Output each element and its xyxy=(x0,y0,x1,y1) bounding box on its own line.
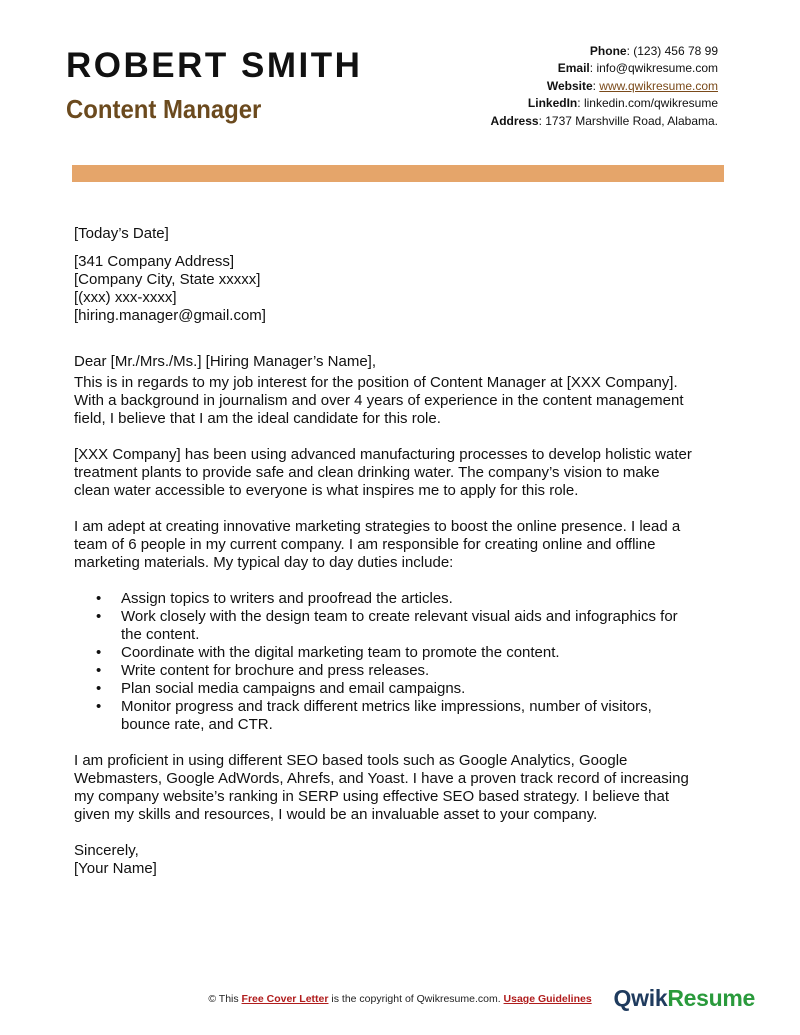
contact-address: Address: 1737 Marshville Road, Alabama. xyxy=(490,113,718,128)
candidate-name: ROBERT SMITH xyxy=(66,46,363,85)
logo-part-qwik: Qwik xyxy=(613,985,668,1011)
text-line: Monitor progress and track different metrics like impressions, number of visitors, xyxy=(121,698,652,715)
bullet-icon: • xyxy=(96,680,102,697)
contact-label: Website xyxy=(546,78,593,93)
paragraph-intro xyxy=(74,374,734,428)
text-line: marketing materials. My typical day to day duties include: xyxy=(74,554,454,571)
text-line: given my skills and resources, I would be an invaluable asset to your company. xyxy=(74,806,598,823)
text-line: I am proficient in using different SEO based tools such as Google Analytics, Google xyxy=(74,752,628,769)
paragraph-skills xyxy=(74,518,734,572)
list-item xyxy=(74,644,734,662)
recipient-address xyxy=(74,253,734,325)
usage-guidelines-link[interactable]: Usage Guidelines xyxy=(503,993,592,1005)
contact-website: Website: www.qwikresume.com xyxy=(546,78,718,93)
job-title: Content Manager xyxy=(66,94,262,124)
list-item xyxy=(74,662,734,680)
letter-body xyxy=(74,225,734,878)
contact-label: Email xyxy=(557,61,590,76)
website-link[interactable]: www.qwikresume.com xyxy=(599,78,718,93)
footer-text: © This xyxy=(208,993,242,1005)
text-line: Work closely with the design team to create relevant visual aids and infographics for xyxy=(121,608,678,625)
letter-date: [Today’s Date] xyxy=(74,225,169,242)
contact-value: info@qwikresume.com xyxy=(596,61,718,76)
free-cover-letter-link[interactable]: Free Cover Letter xyxy=(241,993,329,1005)
text-line: treatment plants to provide safe and clean drinking water. The company’s vision to make xyxy=(74,464,660,481)
address-line: [hiring.manager@gmail.com] xyxy=(74,307,266,324)
list-item xyxy=(74,590,734,608)
list-item xyxy=(74,680,734,698)
address-line: [Company City, State xxxxx] xyxy=(74,271,261,288)
contact-value: 1737 Marshville Road, Alabama. xyxy=(545,113,718,128)
contact-phone: Phone: (123) 456 78 99 xyxy=(589,44,718,58)
text-line: I am adept at creating innovative marketing strategies to boost the online presence. I lead a xyxy=(74,518,681,535)
footer-text: is the copyright of Qwikresume.com. xyxy=(328,993,504,1005)
bullet-icon: • xyxy=(96,662,102,679)
text-line: the content. xyxy=(121,626,200,643)
contact-label: Phone xyxy=(589,44,627,58)
paragraph-seo xyxy=(74,752,734,824)
contact-label: Address xyxy=(490,113,539,128)
paragraph-company xyxy=(74,446,734,500)
bullet-icon: • xyxy=(96,590,102,607)
text-line: [XXX Company] has been using advanced manufacturing processes to develop holistic water xyxy=(74,446,692,463)
text-line: Plan social media campaigns and email campaigns. xyxy=(121,680,466,697)
duties-list xyxy=(74,590,734,734)
contact-email: Email: info@qwikresume.com xyxy=(557,61,718,76)
text-line: my company website’s ranking in SERP using effective SEO based strategy. I believe that xyxy=(74,788,670,805)
list-item xyxy=(74,698,734,734)
contact-value: linkedin.com/qwikresume xyxy=(583,96,718,111)
header-divider-band xyxy=(72,165,724,182)
bullet-icon: • xyxy=(96,608,102,625)
qwikresume-logo xyxy=(614,985,755,1012)
text-line: clean water accessible to everyone is what inspires me to apply for this role. xyxy=(74,482,579,499)
text-line: team of 6 people in my current company. I am responsible for creating online and offline xyxy=(74,536,656,553)
bullet-icon: • xyxy=(96,698,102,715)
text-line: field, I believe that I am the ideal candidate for this role. xyxy=(74,410,441,427)
contact-value: (123) 456 78 99 xyxy=(633,44,718,58)
signature: [Your Name] xyxy=(74,860,157,877)
contact-label: LinkedIn xyxy=(527,96,578,111)
closing: Sincerely, xyxy=(74,842,139,859)
text-line: With a background in journalism and over 4 years of experience in the content management xyxy=(74,392,684,409)
contact-block xyxy=(491,43,718,130)
salutation: Dear [Mr./Mrs./Ms.] [Hiring Manager’s Name], xyxy=(74,353,377,370)
logo-part-resume: Resume xyxy=(667,985,755,1011)
bullet-icon: • xyxy=(96,644,102,661)
address-line: [(xxx) xxx-xxxx] xyxy=(74,289,177,306)
address-line: [341 Company Address] xyxy=(74,253,235,270)
list-item xyxy=(74,608,734,644)
text-line: Webmasters, Google AdWords, Ahrefs, and Yoast. I have a proven track record of increasing xyxy=(74,770,689,787)
text-line: This is in regards to my job interest for the position of Content Manager at [XXX Company]. xyxy=(74,374,678,391)
text-line: Write content for brochure and press releases. xyxy=(121,662,430,679)
text-line: Coordinate with the digital marketing team to promote the content. xyxy=(121,644,560,661)
contact-linkedin: LinkedIn: linkedin.com/qwikresume xyxy=(527,96,718,111)
text-line: bounce rate, and CTR. xyxy=(121,716,273,733)
text-line: Assign topics to writers and proofread the articles. xyxy=(121,590,453,607)
